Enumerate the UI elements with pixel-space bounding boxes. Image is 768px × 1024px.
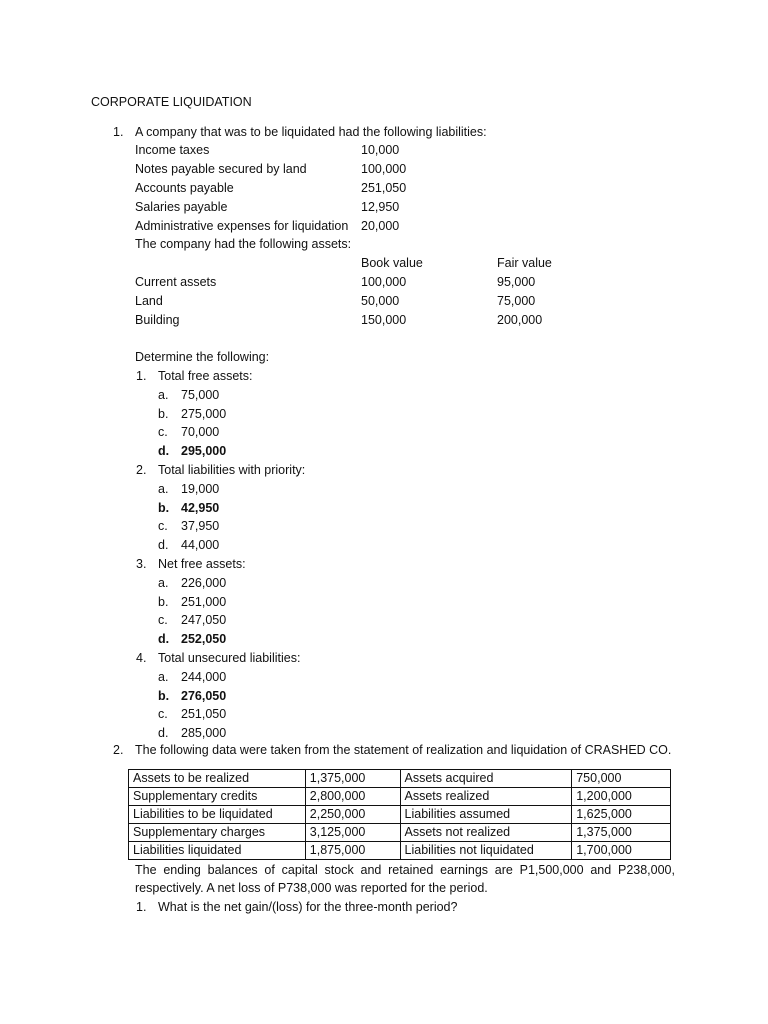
question-1-intro: A company that was to be liquidated had the following liabilities: bbox=[135, 125, 487, 139]
option-value: 251,000 bbox=[181, 594, 227, 609]
asset-book-value: 100,000 bbox=[361, 275, 407, 289]
liability-label: Administrative expenses for liquidation bbox=[135, 219, 349, 233]
option-letter: c. bbox=[158, 519, 168, 534]
question-2-number: 2. bbox=[113, 743, 124, 757]
table-cell-label: Supplementary charges bbox=[129, 824, 306, 842]
table-row bbox=[129, 824, 671, 842]
option-value: 42,950 bbox=[181, 500, 220, 515]
asset-label: Current assets bbox=[135, 275, 217, 289]
table-cell-amount: 1,200,000 bbox=[572, 788, 671, 806]
subquestion-4-text: Total unsecured liabilities: bbox=[158, 651, 301, 665]
table-cell-amount: 1,700,000 bbox=[572, 842, 671, 860]
option-letter: b. bbox=[158, 594, 169, 609]
liability-amount: 100,000 bbox=[361, 162, 407, 176]
book-value-header: Book value bbox=[361, 256, 423, 270]
subquestion-4-number: 4. bbox=[136, 651, 147, 665]
question-2-sub-1-number: 1. bbox=[136, 900, 147, 914]
question-2-sub-1-text: What is the net gain/(loss) for the three-month period? bbox=[158, 900, 458, 914]
subquestion-3-text: Net free assets: bbox=[158, 557, 246, 571]
determine-instruction: Determine the following: bbox=[135, 350, 270, 364]
table-cell-amount: 1,375,000 bbox=[572, 824, 671, 842]
option-letter: c. bbox=[158, 613, 168, 628]
table-row bbox=[129, 770, 671, 788]
subquestion-2-text: Total liabilities with priority: bbox=[158, 463, 306, 477]
option-letter: a. bbox=[158, 388, 169, 402]
option-letter: d. bbox=[158, 726, 169, 741]
question-2-intro: The following data were taken from the statement of realization and liquidation of CRASHED CO. bbox=[135, 743, 672, 757]
asset-fair-value: 95,000 bbox=[497, 275, 536, 289]
realization-liquidation-table bbox=[128, 769, 671, 860]
option-letter: b. bbox=[158, 688, 170, 703]
table-cell-label: Assets not realized bbox=[400, 824, 572, 842]
option-value: 244,000 bbox=[181, 670, 227, 684]
option-letter: d. bbox=[158, 444, 170, 459]
asset-fair-value: 75,000 bbox=[497, 294, 536, 308]
fair-value-header: Fair value bbox=[497, 256, 552, 270]
option-letter: d. bbox=[158, 632, 170, 647]
option-value: 37,950 bbox=[181, 519, 220, 534]
subquestion-1-text: Total free assets: bbox=[158, 369, 253, 383]
table-cell-label: Supplementary credits bbox=[129, 788, 306, 806]
question-1-number: 1. bbox=[113, 125, 124, 139]
table-cell-amount: 2,250,000 bbox=[305, 806, 400, 824]
table-cell-amount: 750,000 bbox=[572, 770, 671, 788]
subquestion-3-number: 3. bbox=[136, 557, 147, 571]
asset-fair-value: 200,000 bbox=[497, 313, 543, 327]
asset-book-value: 50,000 bbox=[361, 294, 400, 308]
liability-amount: 251,050 bbox=[361, 181, 407, 195]
table-cell-label: Liabilities to be liquidated bbox=[129, 806, 306, 824]
table-cell-label: Liabilities not liquidated bbox=[400, 842, 572, 860]
question-2-paragraph: The ending balances of capital stock and retained earnings are P1,500,000 and P238,000, respectively. A net loss of P738,000 was reported for the period. bbox=[135, 863, 675, 895]
liability-amount: 10,000 bbox=[361, 143, 400, 157]
option-value: 275,000 bbox=[181, 406, 227, 421]
subquestion-1-number: 1. bbox=[136, 369, 147, 383]
option-value: 251,050 bbox=[181, 707, 227, 722]
option-value: 295,000 bbox=[181, 444, 227, 459]
liability-amount: 12,950 bbox=[361, 200, 400, 214]
option-value: 44,000 bbox=[181, 538, 220, 553]
option-value: 247,050 bbox=[181, 613, 227, 628]
asset-label: Building bbox=[135, 313, 180, 327]
option-value: 285,000 bbox=[181, 726, 227, 741]
table-cell-label: Assets to be realized bbox=[129, 770, 306, 788]
option-value: 75,000 bbox=[181, 388, 220, 402]
option-value: 252,050 bbox=[181, 632, 227, 647]
assets-intro: The company had the following assets: bbox=[135, 237, 352, 251]
table-cell-amount: 2,800,000 bbox=[305, 788, 400, 806]
liability-label: Income taxes bbox=[135, 143, 210, 157]
liability-label: Accounts payable bbox=[135, 181, 234, 195]
table-row bbox=[129, 788, 671, 806]
option-value: 19,000 bbox=[181, 482, 220, 496]
subquestion-2-number: 2. bbox=[136, 463, 147, 477]
table-row bbox=[129, 842, 671, 860]
option-letter: d. bbox=[158, 538, 169, 553]
option-letter: a. bbox=[158, 576, 169, 590]
page-title: CORPORATE LIQUIDATION bbox=[91, 95, 252, 109]
option-value: 276,050 bbox=[181, 688, 227, 703]
table-cell-label: Assets acquired bbox=[400, 770, 572, 788]
table-cell-label: Liabilities liquidated bbox=[129, 842, 306, 860]
liability-label: Notes payable secured by land bbox=[135, 162, 307, 176]
table-cell-amount: 1,375,000 bbox=[305, 770, 400, 788]
liability-label: Salaries payable bbox=[135, 200, 228, 214]
option-letter: c. bbox=[158, 707, 168, 722]
option-value: 226,000 bbox=[181, 576, 227, 590]
table-row bbox=[129, 806, 671, 824]
option-letter: b. bbox=[158, 406, 169, 421]
asset-label: Land bbox=[135, 294, 163, 308]
table-cell-amount: 1,875,000 bbox=[305, 842, 400, 860]
option-letter: b. bbox=[158, 500, 170, 515]
option-letter: a. bbox=[158, 482, 169, 496]
table-cell-label: Assets realized bbox=[400, 788, 572, 806]
option-letter: a. bbox=[158, 670, 169, 684]
table-cell-label: Liabilities assumed bbox=[400, 806, 572, 824]
liability-amount: 20,000 bbox=[361, 219, 400, 233]
asset-book-value: 150,000 bbox=[361, 313, 407, 327]
table-cell-amount: 3,125,000 bbox=[305, 824, 400, 842]
option-letter: c. bbox=[158, 425, 168, 440]
table-cell-amount: 1,625,000 bbox=[572, 806, 671, 824]
option-value: 70,000 bbox=[181, 425, 220, 440]
